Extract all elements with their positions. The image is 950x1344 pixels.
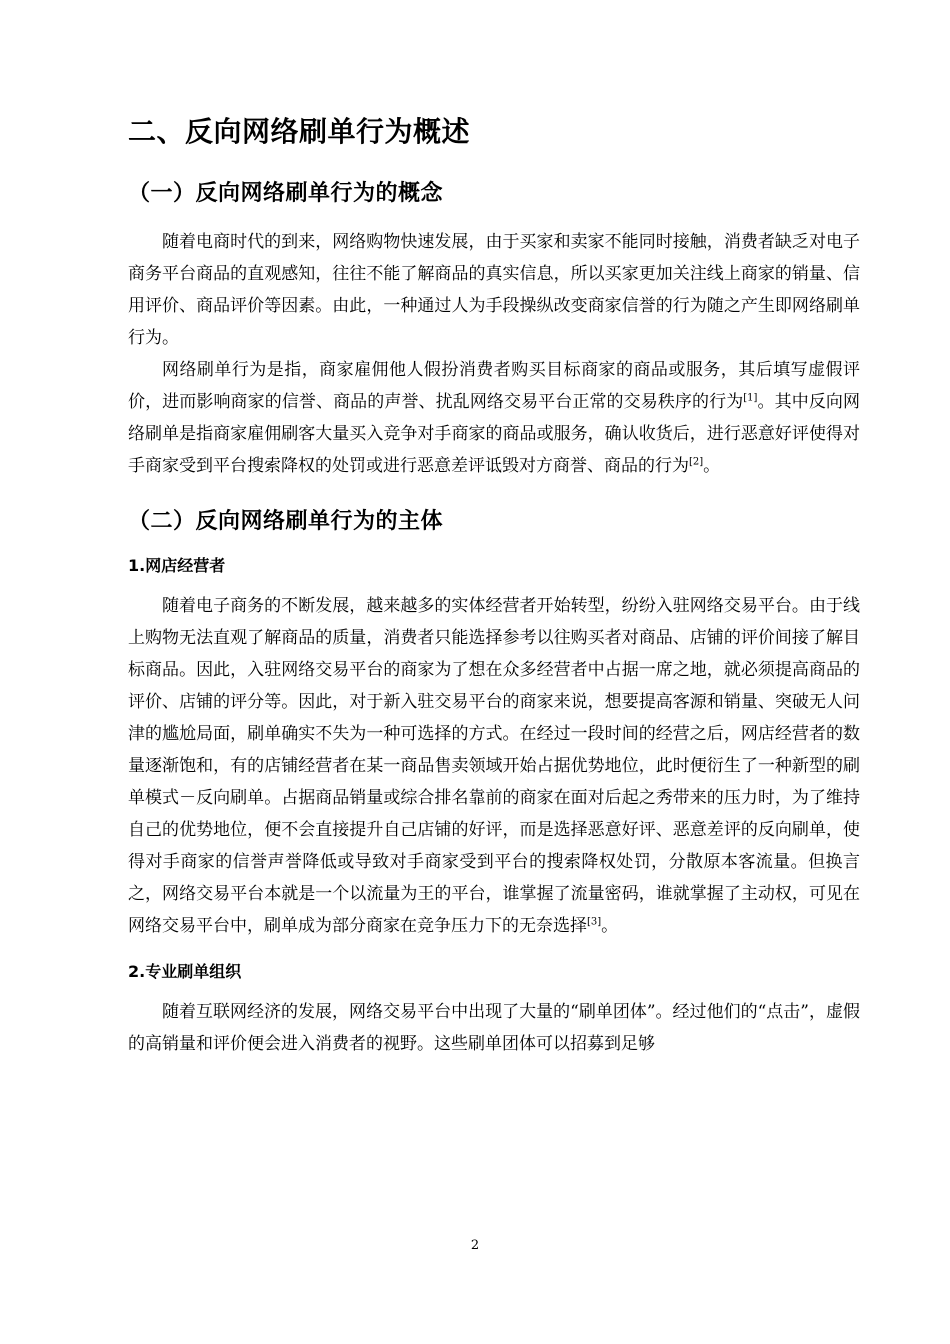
citation-ref-3: [3]: [587, 916, 602, 928]
paragraph-brushing-orgs: [128, 996, 860, 1060]
citation-ref-2: [2]: [689, 456, 704, 468]
paragraph-text: 随着电子商务的不断发展，越来越多的实体经营者开始转型，纷纷入驻网络交易平台。由于线上购物无法直观了解商品的质量，消费者只能选择参考以往购买者对商品、店铺的评价间接了解目标商品。因此，入驻网络交易平台的商家为了想在众多经营者中占据一席之地，就必须提高商品的评价、店铺的评分等。因此，对于新入驻交易平台的商家来说，想要提高客源和销量、突破无人问津的尴尬局面，刷单确实不失为一种可选择的方式。在经过一段时间的经营之后，网店经营者的数量逐渐饱和，有的店铺经营者在某一商品售卖领域开始占据优势地位，此时便衍生了一种新型的刷单模式－反向刷单。占据商品销量或综合排名靠前的商家在面对后起之秀带来的压力时，为了维持自己的优势地位，便不会直接提升自己店铺的好评，而是选择恶意好评、恶意差评的反向刷单，使得对手商家的信誉声誉降低或导致对手商家受到平台的搜索降权处罚，分散原本客流量。但换言之，网络交易平台本就是一个以流量为王的平台，谁掌握了流量密码，谁就掌握了主动权，可见在网络交易平台中，刷单成为部分商家在竞争压力下的无奈选择: [128, 596, 860, 936]
chapter-heading: 二、反向网络刷单行为概述: [128, 115, 471, 148]
paragraph-text: 网络刷单行为是指，商家雇佣他人假扮消费者购买目标商家的商品或服务，其后填写虚假评价，进而影响商家的信誉、商品的声誉、扰乱网络交易平台正常的交易秩序的行为: [128, 360, 860, 412]
paragraph-text: 随着互联网经济的发展，网络交易平台中出现了大量的“刷单团体”。经过他们的“点击”，虚假的高销量和评价便会进入消费者的视野。这些刷单团体可以招募到足够: [128, 1002, 860, 1054]
paragraph-concept-2: [128, 354, 860, 482]
paragraph-text: 。其中反向网络刷单是指商家雇佣刷客大量买入竞争对手商家的商品或服务，确认收货后，进行恶意好评使得对手商家受到平台搜索降权的处罚或进行恶意差评诋毁对方商誉、商品的行为: [128, 392, 860, 476]
paragraph-text: 。: [703, 456, 721, 476]
paragraph-concept-1: [128, 226, 860, 354]
section-heading-subjects: （二）反向网络刷单行为的主体: [128, 509, 444, 534]
page-number: 2: [470, 1238, 480, 1253]
paragraph-shop-operators: [128, 590, 860, 942]
subsection-heading-shop-operators: 1.网店经营者: [128, 556, 226, 575]
subsection-heading-brushing-orgs: 2.专业刷单组织: [128, 962, 242, 981]
paragraph-text: 。: [601, 916, 619, 936]
paragraph-text: 随着电商时代的到来，网络购物快速发展，由于买家和卖家不能同时接触，消费者缺乏对电子商务平台商品的直观感知，往往不能了解商品的真实信息，所以买家更加关注线上商家的销量、信用评价、商品评价等因素。由此，一种通过人为手段操纵改变商家信誉的行为随之产生即网络刷单行为。: [128, 232, 860, 348]
citation-ref-1: [1]: [743, 392, 758, 404]
section-heading-concept: （一）反向网络刷单行为的概念: [128, 181, 444, 206]
